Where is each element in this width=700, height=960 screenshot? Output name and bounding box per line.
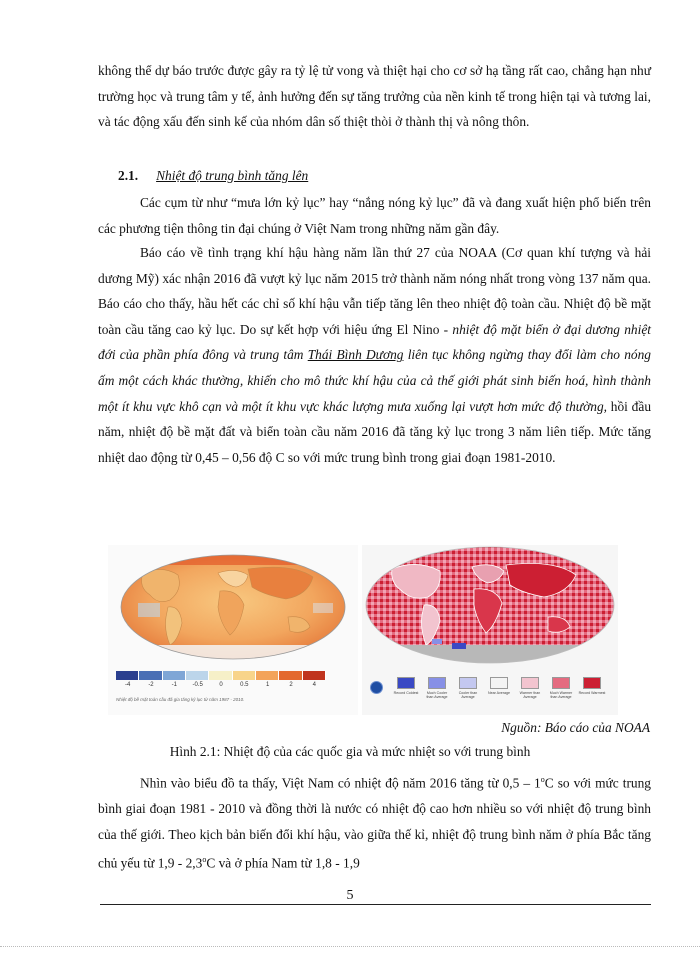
legend-label: Record Warmest (578, 691, 606, 695)
section-number: 2.1. (118, 168, 139, 183)
legend-label: Much Cooler than Average (426, 691, 448, 700)
global-anomaly-map-panel (108, 545, 358, 715)
paragraph-1: không thể dự báo trước được gây ra tỷ lệ tử vong và thiệt hại cho cơ sở hạ tầng rất cao, chẳng hạn như trường học và trung tâm y tế, ảnh hưởng đến sự tăng trưởng của nền kinh tế trong hiện tại và tương lai, và tác động xấu đến sinh kế của nhóm dân số thiệt thòi ở thành thị và nông thôn. (98, 63, 651, 130)
scale-segment (279, 671, 302, 680)
legend-item (578, 677, 606, 695)
paragraph-4-b: C so với mức trung bình giai đoạn 1981 - 2010 và đồng thời là nước có nhiệt độ cao hơn nhiều so với nhiệt độ trung bình của thế giới. Theo kịch bản biến đổi khí hậu, vào giữa thế kỉ, nhiệt độ trung bình năm ở phía Bắc tăng chủ yếu từ 1,9 - 2,3 (98, 775, 652, 871)
section-heading (118, 165, 308, 187)
paragraph-4-a: Nhìn vào biểu đồ ta thấy, Việt Nam có nhiệt độ năm 2016 tăng từ 0,5 – 1 (140, 775, 541, 791)
paragraph-3-start: Báo cáo về tình trạng khí hậu hàng năm lần thứ 27 của NOAA (Cơ quan khí tượng và hải dương Mỹ) xác nhận 2016 đã vượt kỷ lục năm 2015 trở thành năm nóng nhất trong vòng 137 năm qua. Báo cáo cho thấy, hầu hết các chỉ số khí hậu vẫn tiếp tăng lên theo nhiệt độ toàn cầu. Nhiệt độ bề mặt toàn cầu tăng cao kỷ lục. Do sự kết hợp với hiệu ứng El Nino - (98, 245, 651, 337)
degree-sign-2: o (202, 855, 207, 865)
anomaly-legend (392, 677, 612, 707)
paragraph-4-c: C và ở phía Nam từ 1,8 - 1,9 (206, 855, 360, 871)
scale-tick-label: 2 (289, 682, 293, 688)
figure-source: Nguồn: Báo cáo của NOAA (501, 720, 650, 735)
legend-swatch (521, 677, 539, 689)
page-number: 5 (346, 888, 354, 903)
scale-segment (139, 671, 162, 680)
temperature-color-scale (116, 671, 326, 680)
legend-label: Record Coldest (393, 691, 419, 695)
legend-swatch (459, 677, 477, 689)
scale-segment (116, 671, 139, 680)
legend-label: Warmer than Average (519, 691, 541, 700)
figure-caption: Hình 2.1: Nhiệt độ của các quốc gia và mức nhiệt so với trung bình (169, 744, 531, 759)
scale-tick-label: 1 (265, 682, 270, 688)
pacific-ocean-link[interactable]: Thái Bình Dương (307, 347, 404, 363)
legend-swatch (428, 677, 446, 689)
scale-segment (233, 671, 256, 680)
legend-swatch (397, 677, 415, 689)
national-anomaly-map-panel (362, 545, 618, 715)
figure-temperature-maps (108, 545, 658, 715)
paragraph-3 (98, 240, 651, 470)
scale-tick-label: -2 (148, 682, 154, 688)
scale-tick-label: -0.5 (192, 682, 203, 688)
scale-segment (256, 671, 279, 680)
scale-tick-label: -4 (124, 682, 131, 688)
legend-label: Much Warmer than Average (549, 691, 573, 700)
left-map-caption: Nhiệt độ bề mặt toàn cầu đã gia tăng kỷ lục từ năm 1987 - 2010. (116, 697, 245, 702)
map-land-masses (108, 555, 358, 665)
scale-segment (186, 671, 209, 680)
scale-tick-label: 0.5 (240, 682, 249, 688)
legend-swatch (552, 677, 570, 689)
legend-swatch (490, 677, 508, 689)
scale-segment (163, 671, 186, 680)
legend-label: Near Average (488, 691, 510, 695)
legend-label: Cooler than Average (458, 691, 478, 700)
scale-segment (209, 671, 232, 680)
legend-item (392, 677, 420, 695)
national-anomaly-map (362, 545, 618, 675)
noaa-logo-icon (370, 681, 383, 694)
paragraph-3-italic-b: liên tục không ngừng thay đổi làm cho nóng ấm một cách khác thường, khiến cho mô thức khí hậu của cả thế giới phát sinh biến hoá, hình thành một ít khu vực khô cạn và một ít khu vực khác lượng mưa xuống lại vượt hơn mức độ thường, (98, 347, 651, 414)
paragraph-2: Các cụm từ như “mưa lớn kỷ lục” hay “nắng nóng kỷ lục” đã và đang xuất hiện phổ biến trên các phương tiện thông tin đại chúng ở Việt Nam trong những năm gần đây. (98, 195, 651, 236)
temperature-scale-ticks (116, 682, 326, 692)
footer-divider (100, 904, 651, 905)
paragraph-3-italic-a: nhiệt độ mặt biển ở đại dương nhiệt đới của phần phía đông và trung tâm (98, 321, 651, 363)
scale-segment (303, 671, 326, 680)
page-bottom-edge (0, 946, 700, 947)
scale-tick-label: -1 (171, 682, 177, 688)
paragraph-3-end: hồi đầu năm, nhiệt độ bề mặt đất và biển toàn cầu năm 2016 đã tăng kỷ lục trong 3 năm liên tiếp. Mức tăng nhiệt dao động từ 0,45 – 0,56 độ C so với mức trung bình trong giai đoạn 1981-2010. (98, 398, 652, 465)
scale-tick-label: 0 (219, 682, 223, 688)
legend-item (423, 677, 451, 699)
legend-item (516, 677, 544, 699)
degree-sign: o (540, 775, 545, 784)
legend-item (547, 677, 575, 699)
section-title: Nhiệt độ trung bình tăng lên (156, 168, 309, 183)
paragraph-4 (98, 767, 651, 876)
legend-swatch (583, 677, 601, 689)
legend-item (485, 677, 513, 695)
legend-item (454, 677, 482, 699)
scale-tick-label: 4 (312, 682, 316, 688)
